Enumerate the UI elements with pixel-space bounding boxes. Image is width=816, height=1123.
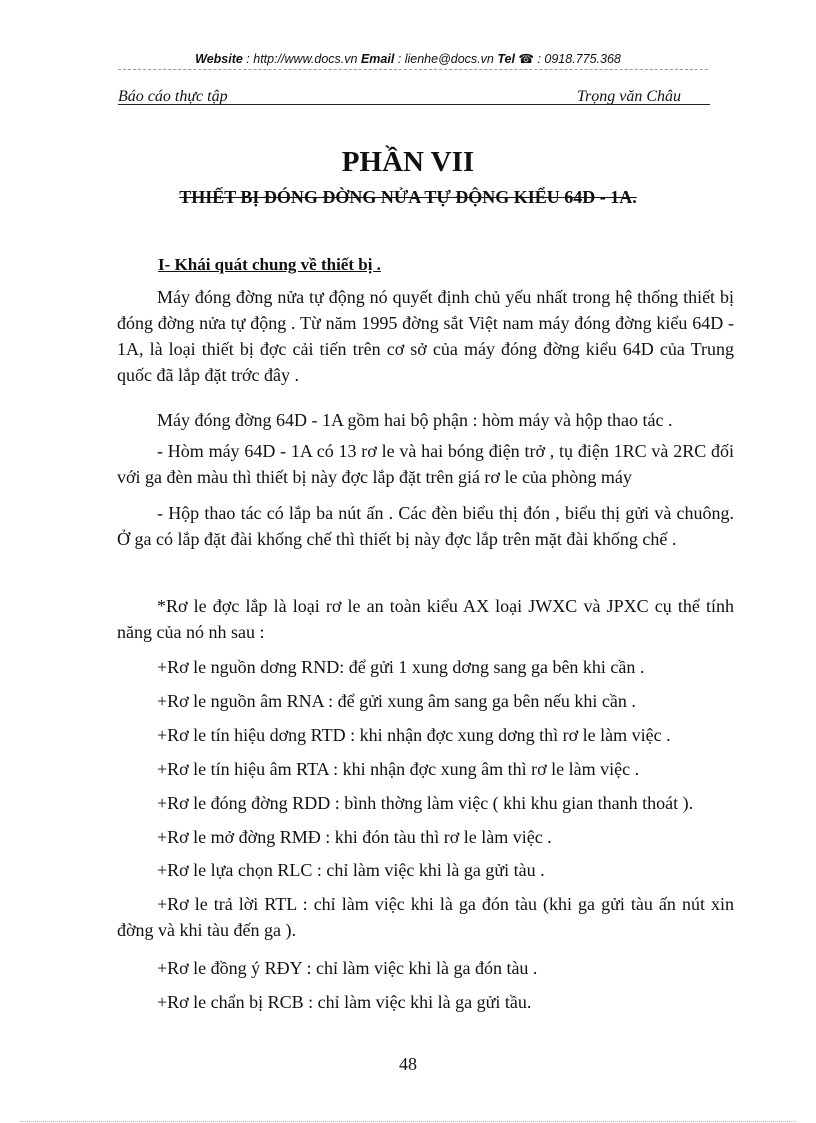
list-item: +Rơ le nguồn dơng RND: để gửi 1 xung dơng sang ga bên khi cần . xyxy=(157,657,645,677)
list-item: +Rơ le chẩn bị RCB : chỉ làm việc khi là ga gửi tầu. xyxy=(157,992,532,1012)
page-title: PHẦN VII xyxy=(341,146,475,178)
header-right: Trọng văn Châu xyxy=(577,88,682,105)
section-heading: I- Khái quát chung về thiết bị . xyxy=(158,255,381,274)
paragraph: Máy đóng đờng 64D - 1A gồm hai bộ phận : hòm máy và hộp thao tác . xyxy=(157,410,673,430)
page-subtitle: THIẾT BỊ ĐÓNG ĐỜNG NỬA TỰ ĐỘNG KIỂU 64D - 1A. xyxy=(179,187,637,207)
website-label: Website xyxy=(195,52,243,66)
top-divider xyxy=(118,69,708,70)
list-item: +Rơ le tín hiệu dơng RTD : khi nhận đợc xung dơng thì rơ le làm việc . xyxy=(157,725,671,745)
list-item: +Rơ le đồng ý RĐY : chỉ làm việc khi là ga đón tàu . xyxy=(157,958,538,978)
header-left: Báo cáo thực tập xyxy=(118,88,228,105)
page-number: 48 xyxy=(399,1054,417,1074)
header-underline xyxy=(118,104,710,105)
bottom-divider xyxy=(20,1121,796,1122)
email-label: Email xyxy=(360,52,395,66)
list-item: +Rơ le tín hiệu âm RTA : khi nhận đợc xung âm thì rơ le làm việc . xyxy=(157,759,640,779)
website-value: : http://www.docs.vn xyxy=(242,52,361,66)
website-contact-line xyxy=(0,51,816,66)
list-item: +Rơ le nguồn âm RNA : để gửi xung âm sang ga bên nếu khi cần . xyxy=(157,691,636,711)
tel-label: Tel xyxy=(497,52,515,66)
list-item: +Rơ le lựa chọn RLC : chỉ làm việc khi là ga gửi tàu . xyxy=(157,860,545,880)
paragraph: - Hộp thao tác có lắp ba nút ấn . Các đèn biểu thị đón , biểu thị gửi và chuông. Ở ga có lắp đặt đài khống chế thì thiết bị này đợc lắp trên mặt đài khống chế . xyxy=(117,503,734,549)
tel-value: ☎ : 0918.775.368 xyxy=(514,52,621,66)
list-item: +Rơ le đóng đờng RDD : bình thờng làm việc ( khi khu gian thanh thoát ). xyxy=(157,793,694,813)
list-item: +Rơ le mở đờng RMĐ : khi đón tàu thì rơ le làm việc . xyxy=(157,827,552,847)
paragraph: Máy đóng đờng nửa tự động nó quyết định chủ yếu nhất trong hệ thống thiết bị đóng đờng nửa tự động . Từ năm 1995 đờng sắt Việt nam máy đóng đờng kiểu 64D - 1A, là loại thiết bị đợc cải tiến trên cơ sở của máy đóng đờng kiểu 64D của Trung quốc đã lắp đặt trớc đây . xyxy=(117,287,734,385)
list-item: +Rơ le trả lời RTL : chỉ làm việc khi là ga đón tàu (khi ga gửi tàu ấn nút xin đờng và khi tàu đến ga ). xyxy=(117,894,734,940)
paragraph: - Hòm máy 64D - 1A có 13 rơ le và hai bóng điện trở , tụ điện 1RC và 2RC đối với ga đèn màu thì thiết bị này đợc lắp đặt trên giá rơ le của phòng máy xyxy=(117,441,734,487)
email-value: : lienhe@docs.vn xyxy=(394,52,498,66)
paragraph: *Rơ le đợc lắp là loại rơ le an toàn kiểu AX loại JWXC và JPXC cụ thể tính năng của nó nh sau : xyxy=(117,596,734,642)
